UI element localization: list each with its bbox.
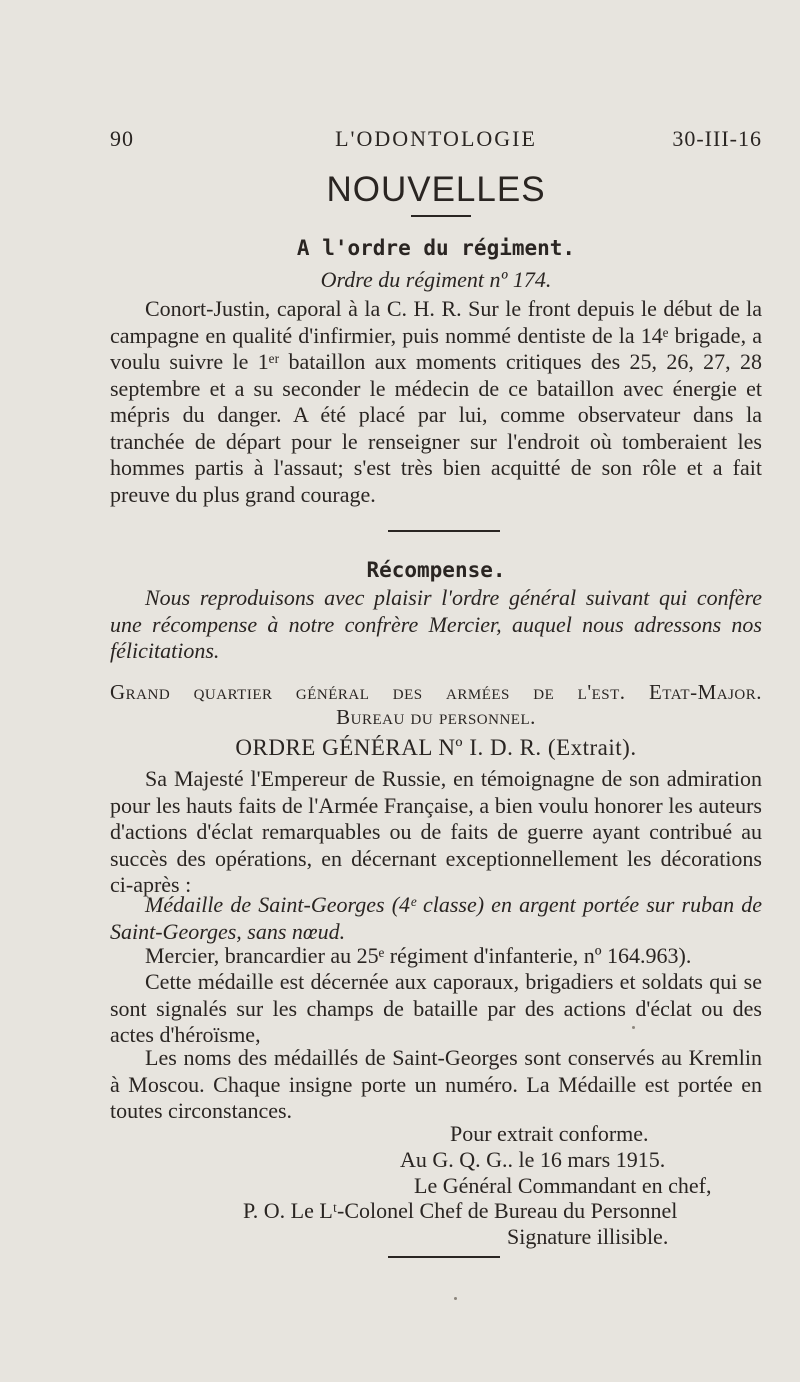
recompense-heading: Récompense. xyxy=(366,558,506,582)
headquarters-line: Grand quartier général des armées de l'est. Etat-Major. xyxy=(110,680,762,704)
signature-line-3: Le Général Commandant en chef, xyxy=(414,1173,712,1198)
paragraph-sa-majeste: Sa Majesté l'Empereur de Russie, en témoignagne de son admiration pour les hauts faits de l'Armée Française, a bien voulu honorer les auteurs d'actions d'éclat remarquables ou de faits de guerre ayant contribué au succès des opérations, en décernant exceptionnellement les décorations ci-après : xyxy=(110,766,762,897)
regiment-order-number: Ordre du régiment nº 174. xyxy=(320,267,552,292)
paragraph-cette-medaille: Cette médaille est décernée aux caporaux, brigadiers et soldats qui se sont signalés sur les champs de bataille par des actions d'éclat ou des actes d'héroïsme, xyxy=(110,969,762,1047)
signature-line-2: Au G. Q. G.. le 16 mars 1915. xyxy=(400,1147,666,1172)
signature-line-1: Pour extrait conforme. xyxy=(450,1121,649,1146)
journal-title: L'ODONTOLOGIE xyxy=(335,126,537,151)
paragraph-mercier: Mercier, brancardier au 25ᵉ régiment d'infanterie, nº 164.963). xyxy=(145,943,692,968)
title-rule xyxy=(411,215,471,217)
paragraph-medaille: Médaille de Saint-Georges (4ᵉ classe) en argent portée sur ruban de Saint-Georges, sans nœud. xyxy=(110,892,762,944)
regiment-citation-text: Conort-Justin, caporal à la C. H. R. Sur le front depuis le début de la campagne en qualité d'infirmier, puis nommé dentiste de la 14ᵉ brigade, a voulu suivre le 1ᵉʳ bataillon aux moments critiques des 25, 26, 27, 28 septembre et a su seconder le médecin de ce bataillon avec énergie et mépris du danger. A été placé par lui, comme observateur dans la tranchée de départ pour le renseigner sur l'endroit où tomberaient les hommes partis à l'assaut; s'est très bien acquitté de son rôle et a fait preuve du plus grand courage. xyxy=(110,296,762,507)
signature-line-5: Signature illisible. xyxy=(507,1224,669,1249)
paragraph-noms: Les noms des médaillés de Saint-Georges sont conservés au Kremlin à Moscou. Chaque insigne porte un numéro. La Médaille est portée en toutes circonstances. xyxy=(110,1045,762,1123)
section-title: NOUVELLES xyxy=(326,170,546,209)
running-head xyxy=(110,126,762,156)
end-rule xyxy=(388,1256,500,1258)
bureau-line: Bureau du personnel. xyxy=(336,705,536,729)
signature-line-4: P. O. Le Lᵗ-Colonel Chef de Bureau du Personnel xyxy=(243,1198,678,1223)
recompense-intro: Nous reproduisons avec plaisir l'ordre général suivant qui confère une récompense à notre confrère Mercier, auquel nous adressons nos félicitations. xyxy=(110,585,762,663)
general-order-title: ORDRE GÉNÉRAL Nº I. D. R. (Extrait). xyxy=(235,735,637,760)
regiment-heading: A l'ordre du régiment. xyxy=(296,236,576,260)
issue-date: 30-III-16 xyxy=(672,126,762,151)
section-divider xyxy=(388,530,500,532)
page-number: 90 xyxy=(110,126,134,151)
